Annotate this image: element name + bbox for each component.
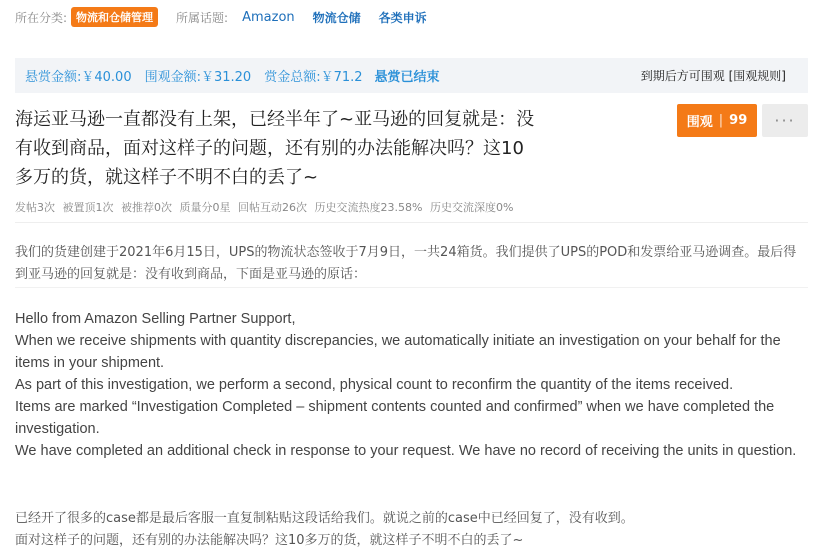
email-line: We have completed an additional check in response to your request. We have no record of receiving the units in question. [15, 443, 797, 459]
bounty-status: 悬赏已结束 [374, 70, 440, 85]
stat-recommended: 被推荐0次 [121, 201, 172, 214]
watch-count: 99 [729, 113, 748, 128]
watch-button[interactable] [677, 104, 757, 137]
category-badge[interactable]: 物流和仓储管理 [71, 7, 158, 27]
intro-divider [15, 287, 808, 288]
watch-button-label: 围观 [686, 115, 713, 130]
question-closing [15, 508, 805, 552]
watch-rules-link[interactable]: [围观规则] [728, 69, 786, 83]
watch-notice-text: 到期后方可围观 [640, 69, 729, 83]
watch-notice [641, 67, 786, 84]
stat-pinned: 被置顶1次 [62, 201, 114, 214]
stat-interactions: 回帖互动26次 [238, 201, 307, 214]
closing-line: 面对这样子的问题，还有别的办法能解决吗？这10多万的货，就这样子不明不白的丢了~ [15, 533, 524, 548]
bounty-total: 赏金总额:￥71.2 [264, 70, 363, 85]
email-line: Items are marked “Investigation Completed – shipment contents counted and confirmed” when we have completed the investigation. [15, 399, 775, 437]
bounty-bar [15, 58, 808, 93]
author-stats [15, 199, 517, 215]
stat-posts: 发帖3次 [15, 201, 55, 214]
email-line: When we receive shipments with quantity discrepancies, we automatically initiate an investigation on your behalf for the items in your shipment. [15, 333, 781, 371]
email-line: Hello from Amazon Selling Partner Support, [15, 311, 296, 327]
category-label: 所在分类: [15, 10, 68, 25]
topic-label: 所属话题: [176, 10, 229, 25]
topic-link-amazon[interactable]: Amazon [242, 9, 295, 25]
header-divider [15, 222, 808, 223]
more-options-button[interactable]: ··· [762, 104, 808, 137]
stat-depth: 历史交流深度0% [429, 201, 514, 214]
category-topic-bar [15, 7, 427, 27]
email-line: As part of this investigation, we perform a second, physical count to reconfirm the quantity of the items received. [15, 377, 734, 393]
stat-quality: 质量分0星 [179, 201, 231, 214]
bounty-watch-amount: 围观金额:￥31.20 [144, 70, 252, 85]
watch-button-separator: | [718, 113, 724, 128]
bounty-reward: 悬赏金额:￥40.00 [25, 70, 132, 85]
amazon-reply-quote [15, 308, 805, 462]
topic-link-appeals[interactable]: 各类申诉 [378, 10, 427, 25]
question-intro: 我们的货建创建于2021年6月15日，UPS的物流状态签收于7月9日，一共24箱货。我们提供了UPS的POD和发票给亚马逊调查。最后得到亚马逊的回复就是：没有收到商品，下面是亚马逊的原话： [15, 245, 797, 282]
topic-link-logistics[interactable]: 物流仓储 [312, 10, 361, 25]
stat-heat: 历史交流热度23.58% [314, 201, 423, 214]
closing-line: 已经开了很多的case都是最后客服一直复制粘贴这段话给我们。就说之前的case中已经回复了，没有收到。 [15, 511, 634, 526]
question-title: 海运亚马逊一直都没有上架，已经半年了~亚马逊的回复就是：没有收到商品，面对这样子的问题，还有别的办法能解决吗？这10多万的货，就这样子不明不白的丢了~ [15, 109, 535, 188]
